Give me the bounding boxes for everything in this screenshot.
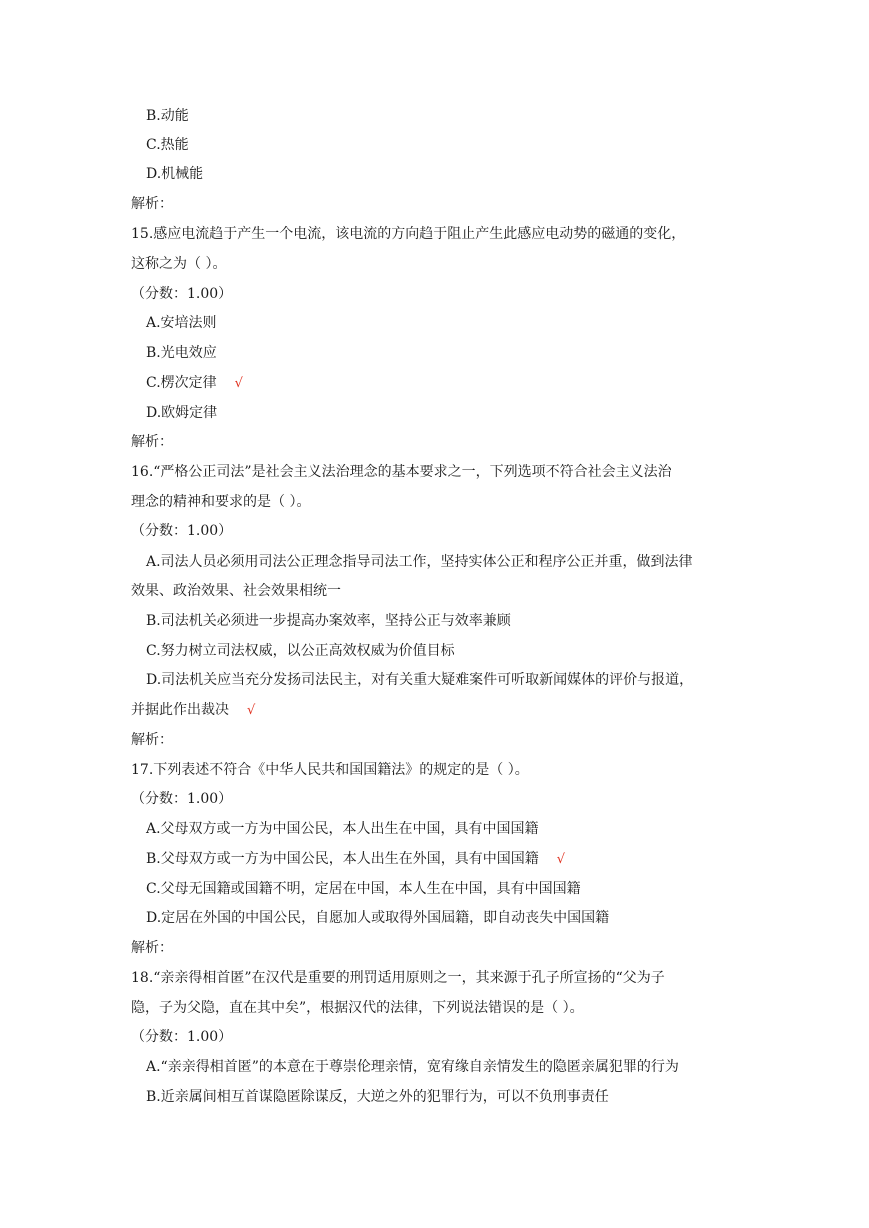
q16-option-b: B.司法机关必须进一步提高办案效率，坚持公正与效率兼顾 xyxy=(146,613,511,629)
q15-score: （分数：1.00） xyxy=(131,286,233,302)
q15-option-c-text: C.楞次定律 xyxy=(146,375,217,391)
q15-stem-line1: 15.感应电流趋于产生一个电流，该电流的方向趋于阻止产生此感应电动势的磁通的变化， xyxy=(131,226,686,242)
q16-stem-line1: 16.“严格公正司法”是社会主义法治理念的基本要求之一，下列选项不符合社会主义法治 xyxy=(131,464,672,480)
q16-option-d-line2-text: 并据此作出裁决 xyxy=(131,702,229,718)
q15-option-d: D.欧姆定律 xyxy=(146,405,218,421)
q15-option-a: A.安培法则 xyxy=(146,315,217,331)
q16-stem-line2: 理念的精神和要求的是（ ）。 xyxy=(131,494,311,510)
q15-option-b: B.光电效应 xyxy=(146,345,217,361)
correct-check-icon: √ xyxy=(556,852,566,867)
q17-option-a: A.父母双方或一方为中国公民，本人出生在中国，具有中国国籍 xyxy=(146,821,539,837)
q16-option-a-line2: 效果、政治效果、社会效果相统一 xyxy=(131,583,341,599)
prev-option-d: D.机械能 xyxy=(146,166,204,182)
q15-analysis-label: 解析： xyxy=(131,434,173,450)
q17-option-b xyxy=(146,849,565,870)
q17-analysis-label: 解析： xyxy=(131,940,173,956)
q16-analysis-label: 解析： xyxy=(131,732,173,748)
q18-stem-line2: 隐，子为父隐，直在其中矣”，根据汉代的法律，下列说法错误的是（ ）。 xyxy=(131,1000,584,1016)
q18-option-b: B.近亲属间相互首谋隐匿除谋反，大逆之外的犯罪行为，可以不负刑事责任 xyxy=(146,1089,609,1105)
q16-option-d-line1: D.司法机关应当充分发扬司法民主，对有关重大疑难案件可听取新闻媒体的评价与报道， xyxy=(146,672,694,688)
q15-stem-line2: 这称之为（ ）。 xyxy=(131,256,227,272)
q18-stem-line1: 18.“亲亲得相首匿”在汉代是重要的刑罚适用原则之一，其来源于孔子所宣扬的“父为子 xyxy=(131,970,665,986)
q17-option-b-text: B.父母双方或一方为中国公民，本人出生在外国，具有中国国籍 xyxy=(146,851,539,867)
prev-option-b: B.动能 xyxy=(146,108,189,124)
q17-stem: 17.下列表述不符合《中华人民共和国国籍法》的规定的是（ ）。 xyxy=(131,762,529,778)
q17-option-d: D.定居在外国的中国公民，自愿加人或取得外国屆籍，即自动丧失中国国籍 xyxy=(146,910,610,926)
q16-option-a-line1: A.司法人员必须用司法公正理念指导司法工作，坚持实体公正和程序公正并重，做到法律 xyxy=(146,554,693,570)
q17-score: （分数：1.00） xyxy=(131,791,233,807)
correct-check-icon: √ xyxy=(247,703,256,718)
prev-option-c: C.热能 xyxy=(146,137,189,153)
q18-score: （分数：1.00） xyxy=(131,1029,233,1045)
q17-option-c: C.父母无国籍或国籍不明，定居在中国，本人生在中国，具有中国国籍 xyxy=(146,881,581,897)
prev-analysis-label: 解析： xyxy=(131,196,173,212)
q15-option-c xyxy=(146,373,243,394)
q18-option-a: A.“亲亲得相首匿”的本意在于尊崇伦理亲情，宽宥缘自亲情发生的隐匿亲属犯罪的行为 xyxy=(146,1059,679,1075)
correct-check-icon: √ xyxy=(234,376,243,391)
q16-score: （分数：1.00） xyxy=(131,523,233,539)
q16-option-c: C.努力树立司法权威，以公正高效权威为价值目标 xyxy=(146,643,455,659)
q16-option-d-line2 xyxy=(131,700,255,721)
